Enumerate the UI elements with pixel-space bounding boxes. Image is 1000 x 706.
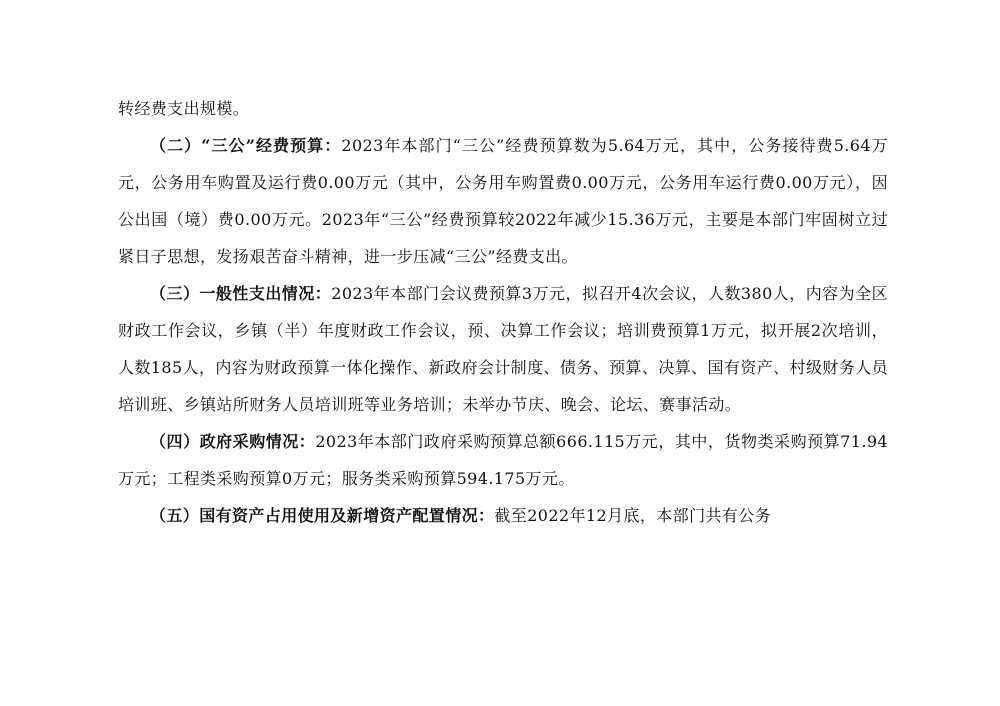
- paragraph-heading: （五）国有资产占用使用及新增资产配置情况：: [150, 506, 495, 525]
- paragraph-heading: （二）“三公”经费预算：: [150, 136, 342, 155]
- paragraph-three-public-expenses: [118, 127, 888, 275]
- paragraph-heading: （三）一般性支出情况：: [150, 284, 332, 303]
- paragraph-heading: （四）政府采购情况：: [150, 432, 316, 451]
- paragraph-state-assets: [118, 497, 888, 534]
- paragraph-government-procurement: [118, 423, 888, 497]
- paragraph-general-expenditure: [118, 275, 888, 423]
- paragraph-text: 2023年本部门“三公”经费预算数为5.64万元，其中，公务接待费5.64万元，公务用车购置及运行费0.00万元（其中，公务用车购置费0.00万元，公务用车运行费0.00万元），因公出国（境）费0.00万元。2023年“三公”经费预算较2022年减少15.36万元，主要是本部门牢固树立过紧日子思想，发扬艰苦奋斗精神，进一步压减“三公”经费支出。: [118, 136, 888, 266]
- paragraph-text: 2023年本部门会议费预算3万元，拟召开4次会议，人数380人，内容为全区财政工作会议，乡镇（半）年度财政工作会议，预、决算工作会议；培训费预算1万元，拟开展2次培训，人数185人，内容为财政预算一体化操作、新政府会计制度、债务、预算、决算、国有资产、村级财务人员培训班、乡镇站所财务人员培训班等业务培训；未举办节庆、晚会、论坛、赛事活动。: [118, 284, 888, 414]
- paragraph-text: 转经费支出规模。: [118, 99, 250, 118]
- paragraph-continued: [118, 90, 888, 127]
- paragraph-text: 截至2022年12月底，本部门共有公务: [494, 506, 772, 525]
- paragraph-text: 2023年本部门政府采购预算总额666.115万元，其中，货物类采购预算71.94万元；工程类采购预算0万元；服务类采购预算594.175万元。: [118, 432, 888, 488]
- document-body: [118, 90, 888, 534]
